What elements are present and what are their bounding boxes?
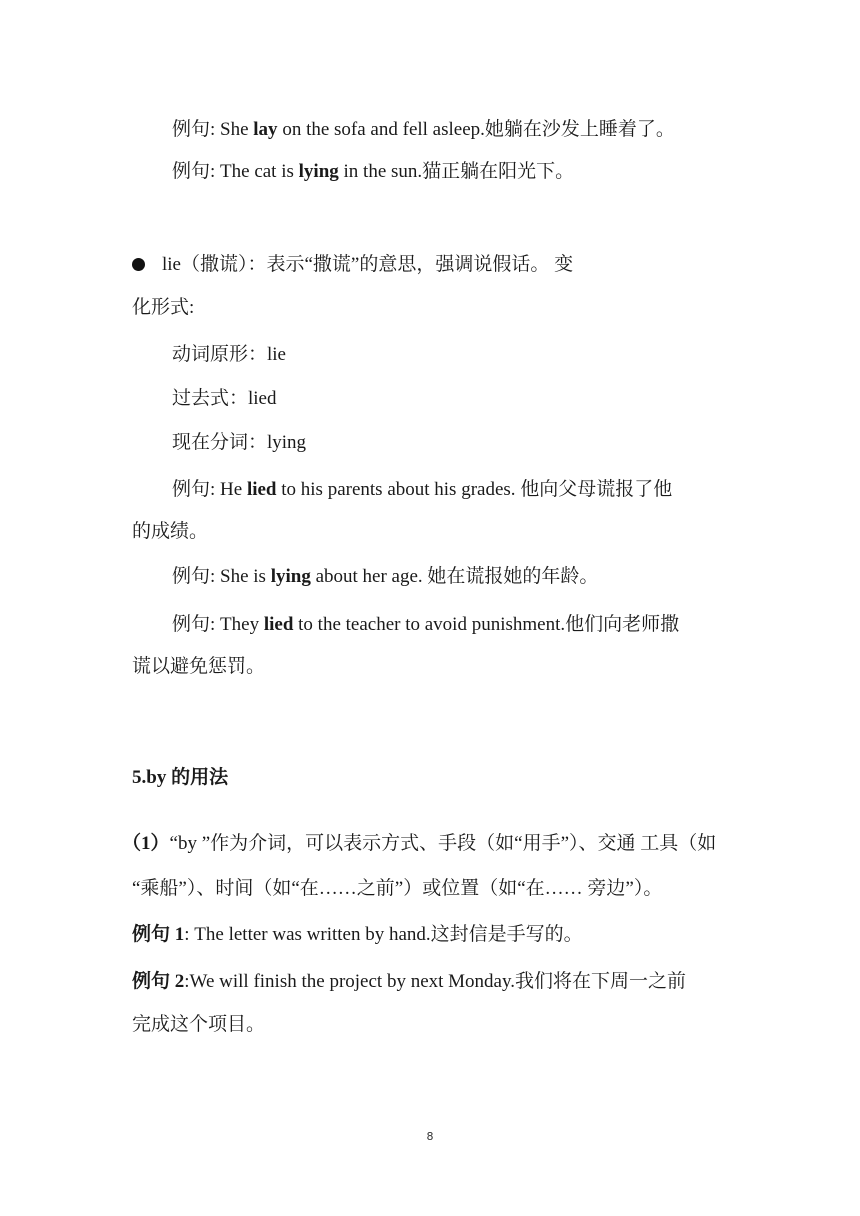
bullet-heading: lie（撒谎）：表示“撒谎”的意思，强调说假话。 变 (162, 254, 574, 275)
verb-present-participle: 现在分词：lying (172, 432, 307, 453)
verb-base-form: 动词原形：lie (172, 344, 286, 365)
page-number: 8 (426, 1130, 434, 1143)
bullet-icon (132, 258, 145, 271)
example-sentence: 例句: The cat is lying in the sun.猫正躺在阳光下。 (172, 161, 575, 182)
example-sentence: 例句: They lied to the teacher to avoid punishment.他们向老师撒 (172, 614, 680, 635)
verb-past-tense: 过去式：lied (172, 388, 277, 409)
example-sentence-continued: 完成这个项目。 (132, 1014, 266, 1035)
example-sentence-continued: 的成绩。 (132, 521, 209, 542)
example-sentence: 例句: She is lying about her age. 她在谎报她的年龄。 (172, 566, 599, 587)
point-paragraph-continued: “乘船”）、时间（如“在……之前”）或位置（如“在…… 旁边”）。 (132, 878, 663, 899)
example-sentence: 例句: He lied to his parents about his grades. 他向父母谎报了他 (172, 479, 673, 500)
example-sentence: 例句: She lay on the sofa and fell asleep.她躺在沙发上睡着了。 (172, 119, 675, 140)
section-title: 5.by 的用法 (132, 767, 229, 788)
example-sentence-continued: 谎以避免惩罚。 (132, 656, 266, 677)
point-paragraph: （1）“by ”作为介词，可以表示方式、手段（如“用手”）、交通 工具（如 (122, 833, 717, 854)
example-sentence: 例句 2:We will finish the project by next Monday.我们将在下周一之前 (132, 971, 686, 992)
bullet-heading-continued: 化形式: (132, 297, 195, 318)
example-sentence: 例句 1: The letter was written by hand.这封信是手写的。 (132, 924, 583, 945)
